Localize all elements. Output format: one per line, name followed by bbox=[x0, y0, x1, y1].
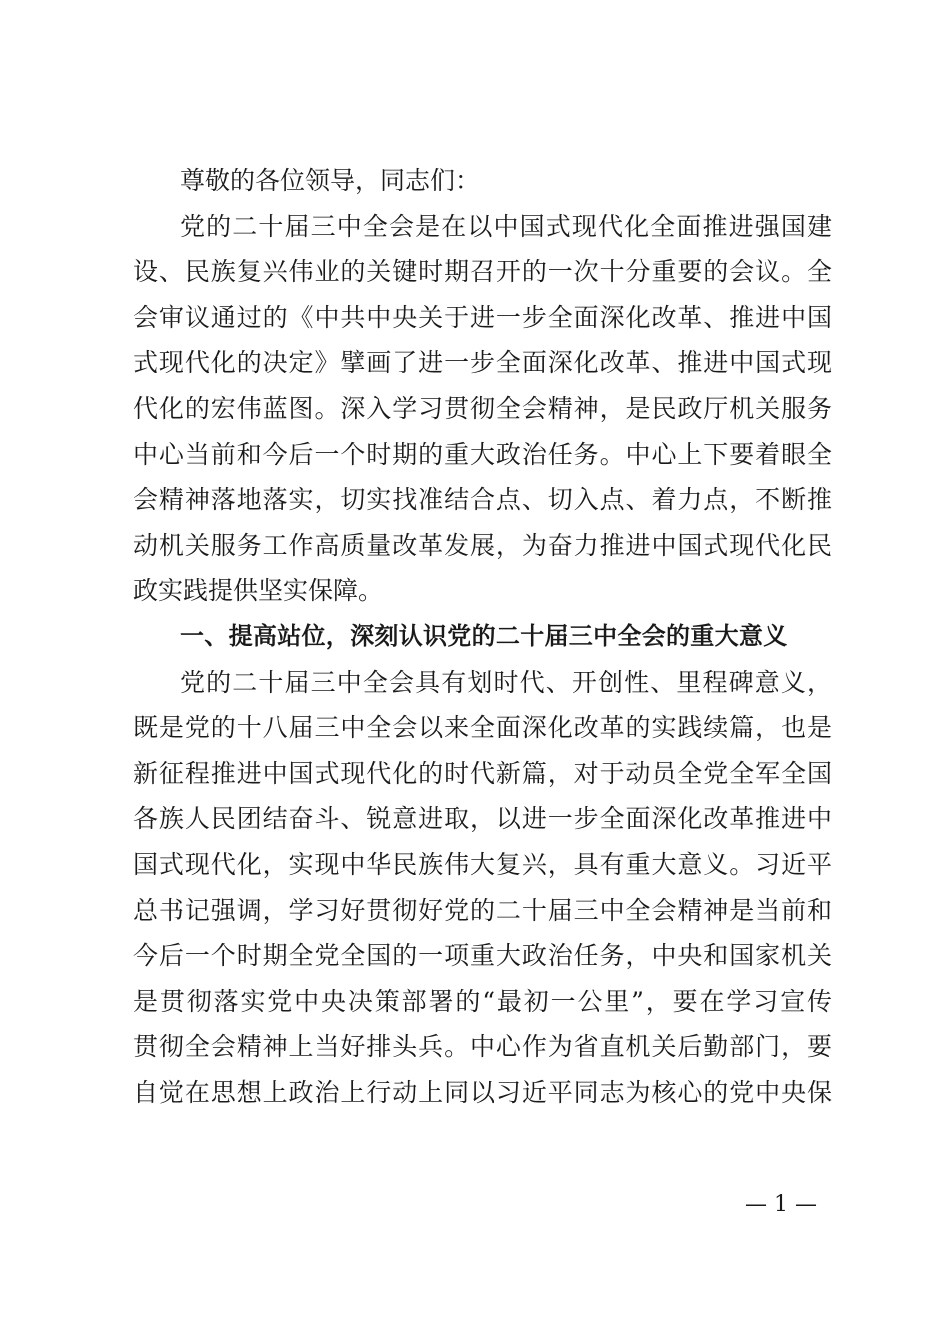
paragraph-line: 设、民族复兴伟业的关键时期召开的一次十分重要的会议。全 bbox=[133, 257, 832, 287]
paragraph-2 bbox=[133, 660, 832, 1116]
paragraph-line: 政实践提供坚实保障。 bbox=[133, 576, 384, 606]
paragraph-line: 代化的宏伟蓝图。深入学习贯彻全会精神，是民政厅机关服务 bbox=[133, 393, 832, 423]
paragraph-line: 是贯彻落实党中央决策部署的“最初一公里”，要在学习宣传 bbox=[133, 986, 832, 1016]
paragraph-line: 会审议通过的《中共中央关于进一步全面深化改革、推进中国 bbox=[133, 302, 832, 332]
paragraph-line: 动机关服务工作高质量改革发展，为奋力推进中国式现代化民 bbox=[133, 530, 832, 560]
salutation: 尊敬的各位领导，同志们： bbox=[180, 166, 481, 195]
page-number: — 1 — bbox=[745, 1192, 817, 1217]
paragraph-line: 各族人民团结奋斗、锐意进取，以进一步全面深化改革推进中 bbox=[133, 804, 832, 834]
paragraph-line: 今后一个时期全党全国的一项重大政治任务，中央和国家机关 bbox=[133, 941, 832, 971]
paragraph-line: 中心当前和今后一个时期的重大政治任务。中心上下要着眼全 bbox=[133, 439, 832, 469]
paragraph-line: 总书记强调，学习好贯彻好党的二十届三中全会精神是当前和 bbox=[133, 895, 832, 925]
paragraph-line: 既是党的十八届三中全会以来全面深化改革的实践续篇，也是 bbox=[133, 713, 832, 743]
paragraph-line: 国式现代化，实现中华民族伟大复兴，具有重大意义。习近平 bbox=[133, 849, 832, 879]
paragraph-line: 自觉在思想上政治上行动上同以习近平同志为核心的党中央保 bbox=[133, 1077, 832, 1107]
document-body bbox=[133, 158, 832, 1115]
paragraph-line: 贯彻全会精神上当好排头兵。中心作为省直机关后勤部门，要 bbox=[133, 1032, 832, 1062]
paragraph-line: 党的二十届三中全会具有划时代、开创性、里程碑意义， bbox=[180, 667, 832, 697]
paragraph-1 bbox=[133, 204, 832, 614]
paragraph-line: 新征程推进中国式现代化的时代新篇，对于动员全党全军全国 bbox=[133, 758, 832, 788]
paragraph-line: 式现代化的决定》擘画了进一步全面深化改革、推进中国式现 bbox=[133, 348, 832, 378]
paragraph-line: 党的二十届三中全会是在以中国式现代化全面推进强国建 bbox=[180, 211, 832, 241]
section-heading: 一、提高站位，深刻认识党的二十届三中全会的重大意义 bbox=[180, 621, 788, 650]
paragraph-line: 会精神落地落实，切实找准结合点、切入点、着力点，不断推 bbox=[133, 485, 832, 515]
